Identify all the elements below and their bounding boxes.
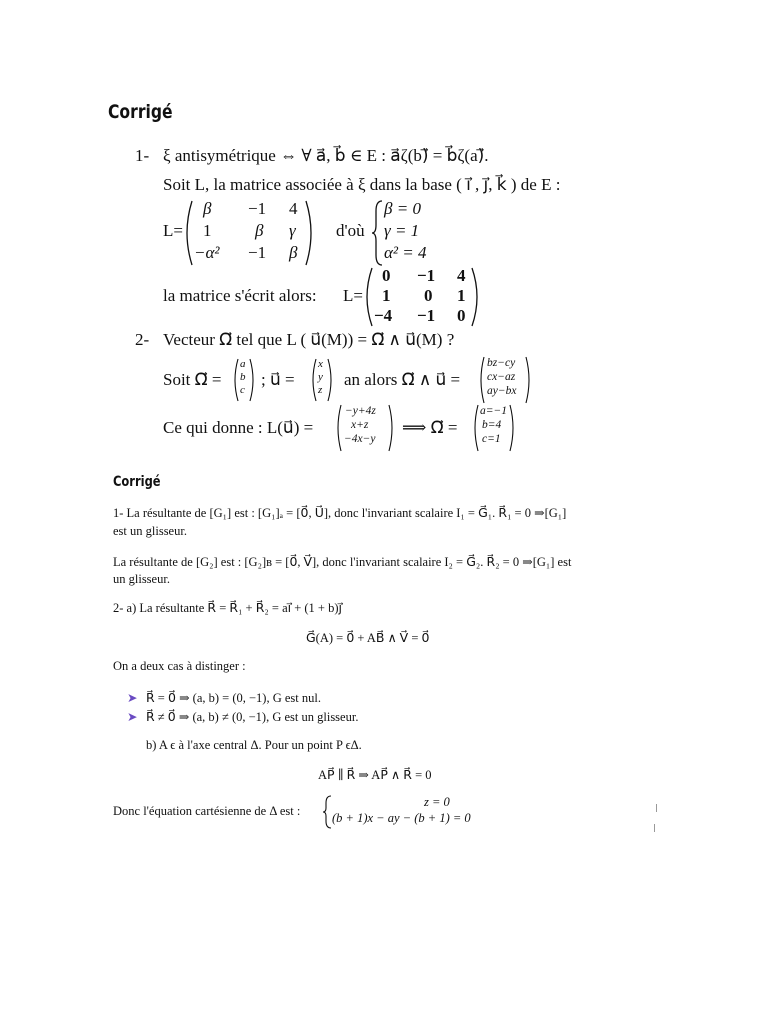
omega-c: c <box>240 384 245 396</box>
L-r3c1: −α² <box>194 243 220 262</box>
u-y: y <box>318 371 323 383</box>
omega-result-a: a=−1 <box>480 405 508 417</box>
p1-line1: 1- La résultante de [G₁] est : [G₁]ₐ = [0⃗, U⃗], donc l'invariant scalaire I₁ = G⃗₁. R⃗₁ = 0 ⇒[G₁] <box>113 506 567 520</box>
system-2-brace <box>322 795 332 829</box>
L2-r2c1: 1 <box>382 286 391 305</box>
q2-number: 2- <box>135 330 150 349</box>
L-r1c1: β <box>203 199 212 218</box>
p3-resultant: 2- a) La résultante R⃗ = R⃗₁ + R⃗₂ = aı⃗ + (1 + b)ȷ⃗ <box>113 601 342 615</box>
section1-title: Corrigé <box>108 101 173 123</box>
system-1-brace <box>371 199 383 267</box>
cross-row2: cx−az <box>487 371 516 383</box>
L-r1c3: 4 <box>289 199 298 218</box>
L2-r2c2: 0 <box>424 286 433 305</box>
cross-row3: ay−bx <box>487 385 517 397</box>
cross-row1: bz−cy <box>487 357 516 369</box>
Lu-row3: −4x−y <box>344 433 376 445</box>
then-text: an alors Ω⃗ ∧ u⃗ = <box>344 370 461 389</box>
system-1-eq2: γ = 1 <box>384 221 420 240</box>
scan-mark <box>654 824 655 832</box>
p2-line2: un glisseur. <box>113 572 170 586</box>
gives-prefix: Ce qui donne : L(u⃗) = <box>163 418 314 437</box>
q1-number: 1- <box>135 146 150 165</box>
L2-r3c1: −4 <box>374 306 393 325</box>
L-r2c1: 1 <box>203 221 212 240</box>
case-1: R⃗ = 0⃗ ⇒ (a, b) = (0, −1), G est nul. <box>146 691 321 705</box>
system-2-eq2: (b + 1)x − ay − (b + 1) = 0 <box>332 811 471 825</box>
L2-r3c2: −1 <box>417 306 436 325</box>
Lu-row1: −y+4z <box>345 405 376 417</box>
eq-central-axis: AP⃗ ∥ R⃗ ⇒ AP⃗ ∧ R⃗ = 0 <box>318 768 432 782</box>
cartesian-intro: Donc l'équation cartésienne de Δ est : <box>113 804 301 818</box>
L2-r1c3: 4 <box>457 266 466 285</box>
L2-r2c3: 1 <box>457 286 466 305</box>
L-r2c2: β <box>255 221 264 240</box>
q1-statement: ξ antisymétrique ⇔ ∀ a⃗, b⃗ ∈ E : a⃗ζ(b)⃗ = b⃗ζ(a)⃗. <box>163 146 489 165</box>
q1-basis-line: Soit L, la matrice associée à ξ dans la base ( i⃗ , j⃗, k⃗ ) de E : <box>163 175 561 194</box>
L2-r1c1: 0 <box>382 266 391 285</box>
L2-r3c3: 0 <box>457 306 466 325</box>
cases-intro: On a deux cas à distinger : <box>113 659 246 673</box>
p2-line1: La résultante de [G₂] est : [G₂]ʙ = [0⃗, V⃗], donc l'invariant scalaire I₂ = G⃗₂. R⃗₂ = 0 ⇒[G₁] est <box>113 555 572 569</box>
eq-moment: G⃗(A) = 0⃗ + AB⃗ ∧ V⃗ = 0⃗ <box>306 631 430 645</box>
dou-label: d'où <box>336 221 365 240</box>
matrix-L-prefix: L= <box>163 221 183 240</box>
u-prefix: ; u⃗ = <box>261 370 295 389</box>
system-2-eq1: z = 0 <box>424 795 450 809</box>
bullet-arrow-icon: ➤ <box>127 691 138 705</box>
omega-result-c: c=1 <box>482 433 501 445</box>
omega-a: a <box>240 358 246 370</box>
matrix-writes-label: la matrice s'écrit alors: <box>163 286 317 305</box>
section2-title: Corrigé <box>113 474 161 490</box>
case-2: R⃗ ≠ 0⃗ ⇒ (a, b) ≠ (0, −1), G est un glisseur. <box>146 710 359 724</box>
u-z: z <box>318 384 323 396</box>
soit-omega-prefix: Soit Ω⃗ = <box>163 370 222 389</box>
matrix-L2-prefix: L= <box>343 286 363 305</box>
q2-statement: Vecteur Ω⃗ tel que L ( u⃗(M)) = Ω⃗ ∧ u⃗(M) ? <box>163 330 455 349</box>
omega-result-b: b=4 <box>482 419 502 431</box>
L-r3c2: −1 <box>248 243 267 262</box>
p1-line2: est un glisseur. <box>113 524 187 538</box>
part-b: b) A ϵ à l'axe central Δ. Pour un point P ϵΔ. <box>146 738 362 752</box>
L-r3c3: β <box>289 243 298 262</box>
system-1-eq1: β = 0 <box>384 199 421 218</box>
bullet-arrow-icon: ➤ <box>127 710 138 724</box>
u-x: x <box>318 358 323 370</box>
L-r2c3: γ <box>289 221 296 240</box>
implies-omega: ⟹ Ω⃗ = <box>402 418 458 437</box>
L2-r1c2: −1 <box>417 266 436 285</box>
system-1-eq3: α² = 4 <box>384 243 427 262</box>
omega-b: b <box>240 371 246 383</box>
Lu-row2: x+z <box>351 419 369 431</box>
L-r1c2: −1 <box>248 199 267 218</box>
scan-mark <box>656 804 657 812</box>
